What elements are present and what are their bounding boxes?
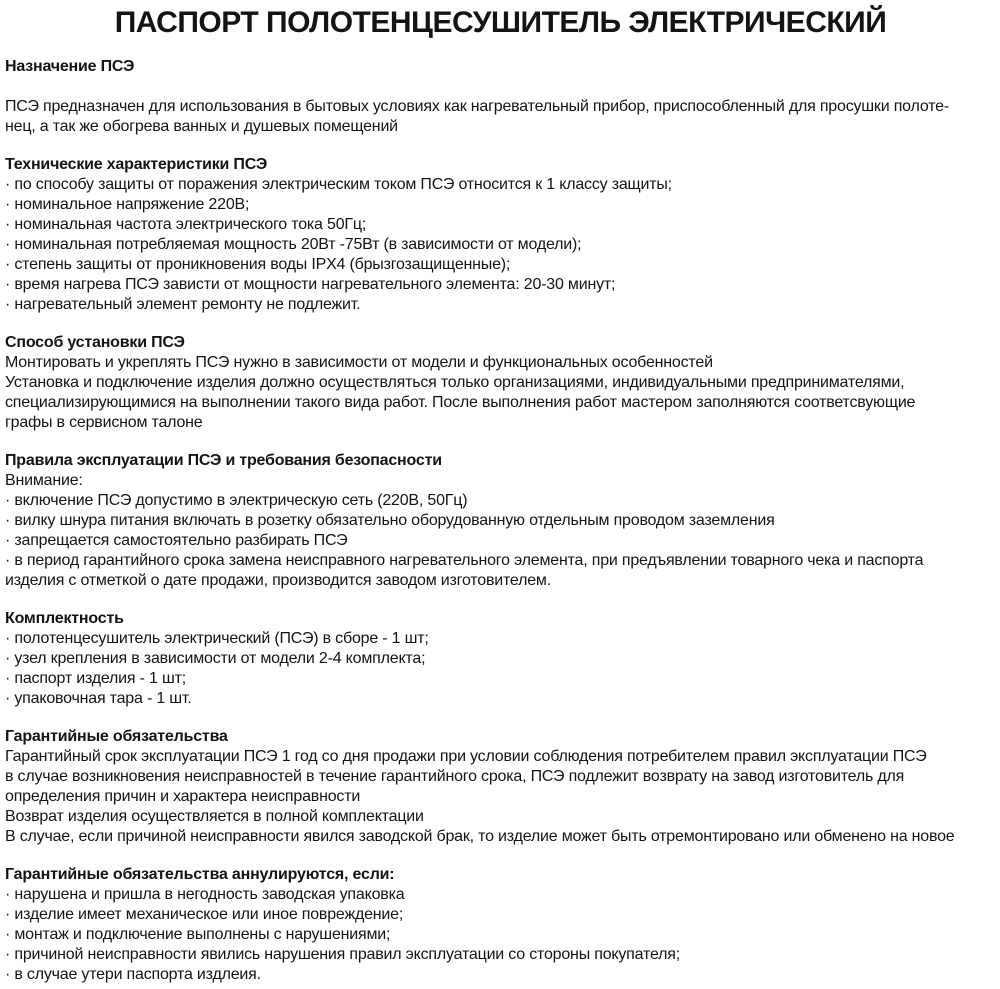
bullet-line: · нагревательный элемент ремонту не подлежит. xyxy=(5,296,361,313)
text-line: изделия с отметкой о дате продажи, производится заводом изготовителем. xyxy=(5,572,551,589)
bullet-line: · в случае утери паспорта издлеия. xyxy=(5,966,261,983)
text-line: в случае возникновения неисправностей в течение гарантийного срока, ПСЭ подлежит возврату на завод изготовитель для xyxy=(5,768,905,785)
section-sposob-ustanovki xyxy=(5,333,996,433)
text-line: Установка и подключение изделия должно осуществляться только организациями, индивидуальными предпринимателями, xyxy=(5,374,905,391)
bullet-line: · по способу защиты от поражения электрическим током ПСЭ относится к 1 классу защиты; xyxy=(5,176,672,193)
text-line: специализирующимися на выполнении такого вида работ. После выполнения работ мастером заполняются соответсвующие xyxy=(5,394,916,411)
text-line: определения причин и характера неисправности xyxy=(5,788,361,805)
bullet-line: · запрещается самостоятельно разбирать ПСЭ xyxy=(5,532,348,549)
section-komplektnost xyxy=(5,609,996,709)
section-tehnicheskie-harakteristiki xyxy=(5,155,996,315)
bullet-line: · изделие имеет механическое или иное повреждение; xyxy=(5,906,404,923)
text-line: Возврат изделия осуществляется в полной комплектации xyxy=(5,808,424,825)
section-garantiya-annuliruetsya xyxy=(5,865,996,985)
section-heading: Способ установки ПСЭ xyxy=(5,334,185,351)
section-heading: Назначение ПСЭ xyxy=(5,58,135,75)
bullet-line: · упаковочная тара - 1 шт. xyxy=(5,690,192,707)
section-heading: Гарантийные обязательства аннулируются, если: xyxy=(5,866,395,883)
text-line: Гарантийный срок эксплуатации ПСЭ 1 год со дня продажи при условии соблюдения потребителем правил эксплуатации ПСЭ xyxy=(5,748,927,765)
section-heading: Комплектность xyxy=(5,610,124,627)
section-pravila-ekspluatacii xyxy=(5,451,996,591)
text-line: Монтировать и укреплять ПСЭ нужно в зависимости от модели и функциональных особенностей xyxy=(5,354,713,371)
section-heading: Гарантийные обязательства xyxy=(5,728,228,745)
text-line: В случае, если причиной неисправности явился заводской брак, то изделие может быть отремонтировано или обменено на новое xyxy=(5,828,955,845)
bullet-line: · нарушена и пришла в негодность заводская упаковка xyxy=(5,886,405,903)
bullet-line: · паспорт изделия - 1 шт; xyxy=(5,670,186,687)
bullet-line: · степень защиты от проникновения воды IPX4 (брызгозащищенные); xyxy=(5,256,511,273)
text-line: Внимание: xyxy=(5,472,83,489)
section-heading: Правила эксплуатации ПСЭ и требования безопасности xyxy=(5,452,442,469)
bullet-line: · время нагрева ПСЭ зависти от мощности нагревательного элемента: 20-30 минут; xyxy=(5,276,616,293)
section-heading: Технические характеристики ПСЭ xyxy=(5,156,268,173)
text-line: нец, а так же обогрева ванных и душевых помещений xyxy=(5,118,398,135)
bullet-line: · причиной неисправности явились нарушения правил эксплуатации со стороны покупателя; xyxy=(5,946,680,963)
section-naznachenie xyxy=(5,57,996,137)
bullet-line: · включение ПСЭ допустимо в электрическую сеть (220В, 50Гц) xyxy=(5,492,468,509)
bullet-line: · в период гарантийного срока замена неисправного нагревательного элемента, при предъявлении товарного чека и паспорта xyxy=(5,552,924,569)
bullet-line: · номинальное напряжение 220В; xyxy=(5,196,250,213)
text-line: графы в сервисном талоне xyxy=(5,414,203,431)
document-title: ПАСПОРТ ПОЛОТЕНЦЕСУШИТЕЛЬ ЭЛЕКТРИЧЕСКИЙ xyxy=(114,6,887,39)
bullet-line: · монтаж и подключение выполнены с нарушениями; xyxy=(5,926,391,943)
bullet-line: · номинальная частота электрического тока 50Гц; xyxy=(5,216,367,233)
section-garantiynye-obyazatelstva xyxy=(5,727,996,847)
text-line: ПСЭ предназначен для использования в бытовых условиях как нагревательный прибор, приспособленный для просушки полоте- xyxy=(5,98,949,115)
bullet-line: · номинальная потребляемая мощность 20Вт -75Вт (в зависимости от модели); xyxy=(5,236,582,253)
document-sections xyxy=(5,57,996,985)
bullet-line: · вилку шнура питания включать в розетку обязательно оборудованную отдельным проводом заземления xyxy=(5,512,775,529)
bullet-line: · узел крепления в зависимости от модели 2-4 комплекта; xyxy=(5,650,426,667)
bullet-line: · полотенцесушитель электрический (ПСЭ) в сборе - 1 шт; xyxy=(5,630,429,647)
